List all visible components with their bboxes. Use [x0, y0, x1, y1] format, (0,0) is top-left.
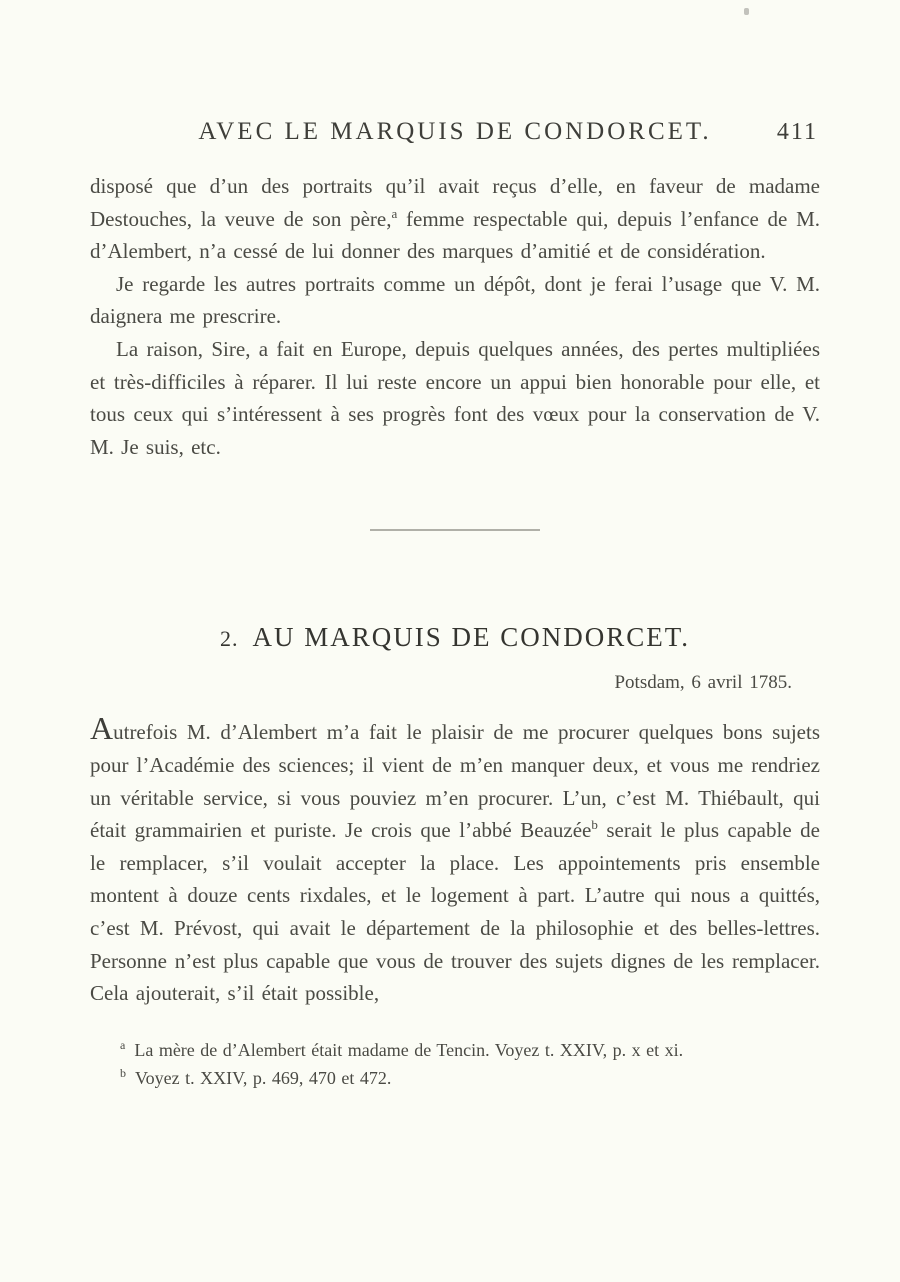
text-block — [90, 118, 820, 1092]
letter-1-paragraph-1-text: disposé que d’un des portraits qu’il avait reçus d’elle, en faveur de madame Destouches, la veuve de son père, — [90, 174, 820, 231]
letter-2-paragraph-1-continued: serait le plus capable de le remplacer, s’il voulait accepter la place. Les appointements pris ensemble montent à douze cents rixdales, et le logement à part. L’autre qui nous a quittés, c’est M. Prévost, qui avait le département de la philosophie et des belles-lettres. Personne n’est plus capable que vous de trouver des sujets dignes de les remplacer. Cela ajouterait, s’il était possible, — [90, 818, 820, 1006]
letter-2-paragraph-1-text: utrefois M. d’Alembert m’a fait le plaisir de me procurer quelques bons sujets pour l’Académie des sciences; il vient de m’en manquer deux, et vous me rendriez un véritable service, si vous pouviez m’en procurer. L’un, c’est M. Thiébault, qui était grammairien et puriste. Je crois que l’abbé Beauzée — [90, 720, 820, 843]
running-header-title: AVEC LE MARQUIS DE CONDORCET. — [198, 118, 712, 145]
letter-2-paragraph-1 — [90, 710, 820, 1009]
footnote-ref-b: b — [591, 817, 598, 833]
letter-2-body — [90, 710, 820, 1009]
footnote-b — [120, 1064, 820, 1092]
footnote-b-marker: b — [120, 1065, 126, 1080]
letter-1-paragraph-1 — [90, 170, 820, 268]
dateline: Potsdam, 6 avril 1785. — [614, 672, 792, 694]
page-number: 411 — [776, 119, 818, 145]
scan-speck — [744, 8, 749, 15]
running-header — [90, 118, 820, 150]
footnote-a-text: La mère de d’Alembert était madame de Tencin. Voyez t. XXIV, p. x et xi. — [134, 1039, 684, 1060]
section-divider — [370, 529, 540, 531]
letter-1-paragraph-3: La raison, Sire, a fait en Europe, depuis quelques années, des pertes multipliées et très-difficiles à réparer. Il lui reste encore un appui bien honorable pour elle, et tous ceux qui s’intéressent à ses progrès font des vœux pour la conservation de V. M. Je suis, etc. — [90, 336, 820, 459]
footnote-a — [120, 1036, 820, 1064]
drop-initial: A — [90, 710, 114, 747]
footnotes — [90, 1036, 820, 1092]
section-title: AU MARQUIS DE CONDORCET. — [252, 622, 690, 653]
footnote-ref-a: a — [391, 205, 398, 221]
letter-1-paragraph-2: Je regarde les autres portraits comme un dépôt, dont je ferai l’usage que V. M. daignera me prescrire. — [90, 271, 820, 329]
section-number: 2. — [219, 626, 239, 652]
section-heading — [90, 619, 820, 660]
footnote-a-marker: a — [120, 1037, 126, 1052]
letter-1-body — [90, 170, 820, 463]
footnote-b-text: Voyez t. XXIV, p. 469, 470 et 472. — [135, 1067, 392, 1088]
letter-1-paragraph-1-continued: femme respectable qui, depuis l’enfance de M. d’Alembert, n’a cessé de lui donner des marques d’amitié et de considération. — [90, 206, 820, 264]
